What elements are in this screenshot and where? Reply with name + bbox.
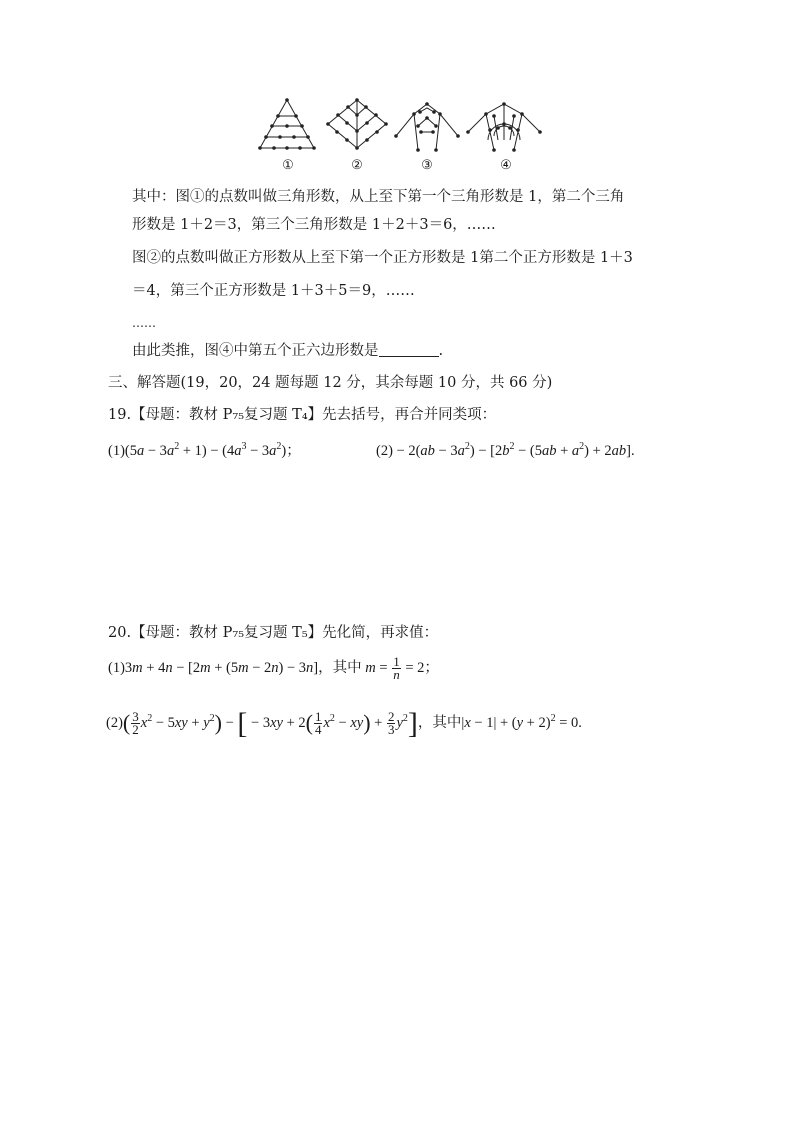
- triangle-number-figure: [252, 96, 322, 156]
- hexagon-number-figure: [464, 96, 544, 156]
- question-text: 由此类推，图④中第五个正六边形数是: [132, 343, 379, 359]
- answer-blank[interactable]: [379, 342, 439, 357]
- q20-expression-1: (1)3m + 4n − [2m + (5m − 2n) − 3n]，其中 m = $\frac{1}{n}$ = 2；: [108, 654, 439, 682]
- q19-expression-1: $(1)(5a - 3a^2 + 1) - (4a^3 - 3a^2)$；: [108, 441, 301, 459]
- figure-caption-4: ④: [500, 158, 512, 173]
- paragraph-square-line2: ＝4，第三个正方形数是 1＋3＋5＝9，……: [132, 283, 415, 299]
- question-period: .: [438, 343, 444, 359]
- paragraph-triangle-line2: 形数是 1＋2＝3，第三个三角形数是 1＋2＋3＝6，……: [132, 217, 496, 233]
- q19-expression-2: $(2) - 2(ab - 3a^2) - [2b^2 - (5ab + a^2) + 2ab]$.: [376, 441, 635, 459]
- paragraph-square-line1: 图②的点数叫做正方形数从上至下第一个正方形数是 1第二个正方形数是 1＋3: [132, 250, 633, 266]
- figure-caption-3: ③: [421, 158, 433, 173]
- paragraph-question: [132, 340, 443, 362]
- paragraph-triangle-line1: 其中：图①的点数叫做三角形数，从上至下第一个三角形数是 1，第二个三角: [132, 189, 625, 205]
- square-number-figure: [322, 96, 392, 156]
- figure-caption-2: ②: [351, 158, 363, 173]
- question-19-title: 19.【母题：教材 P₇₅复习题 T₄】先去括号，再合并同类项：: [108, 407, 497, 423]
- pattern-figures: [252, 96, 542, 176]
- section-heading: 三、解答题(19，20，24 题每题 12 分，其余每题 10 分，共 66 分): [108, 375, 553, 391]
- figure-caption-1: ①: [282, 158, 294, 173]
- paragraph-ellipsis: ……: [132, 316, 156, 330]
- question-20-title: 20.【母题：教材 P₇₅复习题 T₅】先化简，再求值：: [108, 625, 439, 641]
- pentagon-number-figure: [392, 96, 462, 156]
- q20-expression-2: (2)( $\frac{3}{2}$ $x^2 - 5xy + y^2$) − [ − 3xy + 2( $\frac{1}{4}$ $x^2 - xy$) + $\frac{2}{3}$ $y^2$]，其中$|x - 1| + (y + 2)^2 = 0$.: [106, 706, 582, 740]
